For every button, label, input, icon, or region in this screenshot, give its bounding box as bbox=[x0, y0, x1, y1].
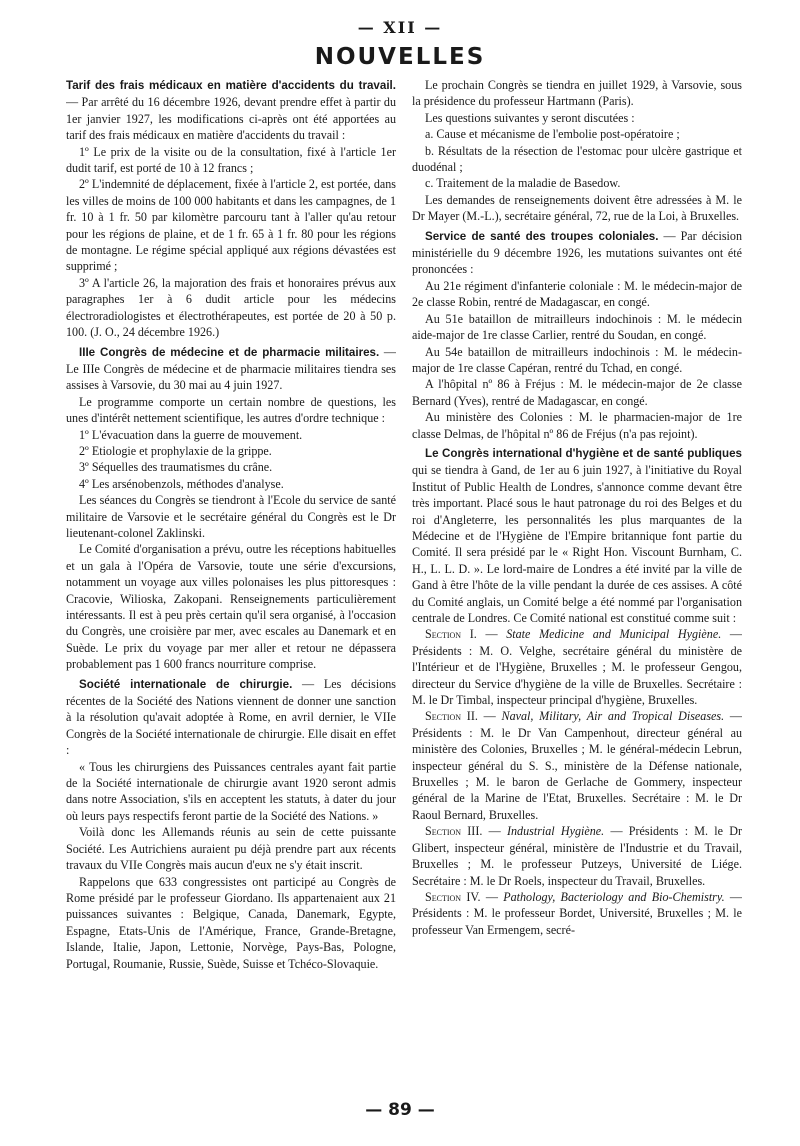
text-congres: — Le IIIe Congrès de médecine et de pharmacie militaires tiendra ses assises à Varsovie, du 30 mai au 4 juin 1927. bbox=[66, 344, 396, 393]
programme-item-3: 3º Séquelles des traumatismes du crâne. bbox=[79, 460, 273, 475]
page-number-top: — XII — bbox=[357, 18, 443, 37]
section-2-label: Section II. bbox=[425, 709, 478, 724]
section-3-text: — Présidents : M. le Dr Glibert, inspecteur général, ministère de l'Industrie et du Travail, Bruxelles ; M. le professeur Putzeys, Université de Liége. Secrétaire : M. le Dr Roels, inspecteur du Travail, Bruxelles. bbox=[412, 824, 742, 888]
article-congres bbox=[66, 344, 396, 394]
section-2-text: — Présidents : M. le Dr Van Campenhout, directeur général au ministère des Colonies, Bruxelles ; M. le général-médecin Lebrun, inspecteur général du S. S., ministère de la Défense nationale, Bruxelles ; M. le baron de Gerlache de Gommery, inspecteur général de la Marine de l'Etat, Bruxelles. Secrétaire : M. le Dr Raoul Bernard, Bruxelles. bbox=[412, 709, 742, 822]
programme-item-1: 1º L'évacuation dans la guerre de mouvement. bbox=[79, 427, 303, 442]
section-1-title: State Medicine and Municipal Hygiène. bbox=[506, 627, 722, 642]
section-1-label: Section I. bbox=[425, 627, 477, 642]
mutation-4: A l'hôpital nº 86 à Fréjus : M. le médecin-major de 2e classe Bernard (Yves), rentré de Madagascar, en congé. bbox=[412, 377, 742, 408]
mutation-5: Au ministère des Colonies : M. le pharmacien-major de 1re classe Delmas, de l'hôpital nº 86 de Fréjus (n'a pas rejoint). bbox=[412, 410, 742, 441]
demandes-paragraph: Les demandes de renseignements doivent être adressées à M. le Dr Mayer (M.-L.), secrétaire général, 72, rue de la Loi, à Bruxelles. bbox=[412, 192, 742, 224]
text-hygiene: qui se tiendra à Gand, de 1er au 6 juin 1927, à l'initiative du Royal Institut of Public Health de Londres, s'annonce comme devant être très important. Placé sous le haut patronage du roi des Belges et du roi d'Angleterre, les personnalités les plus marquantes de la Médecine et de l'Hygiène de l'Empire britannique font partie du Comité. Il sera présidé par le « Right Hon. Viscount Burnham, C. H., L. L. D. ». Le lord-maire de Londres a été invité par la ville de Gand à être l'hôte de la ville pendant la durée de ces assises. A côté du Comité anglais, un Comité belge a été nommé par l'organisation centrale de Londres. Ce Comité national est constitué comme suit : bbox=[412, 463, 742, 625]
tarif-item-1: 1º Le prix de la visite ou de la consultation, fixé à l'article 1er dudit tarif, est porté de 10 à 12 francs ; bbox=[66, 144, 396, 176]
comite-paragraph: Le Comité d'organisation a prévu, outre les réceptions habituelles et un gala à l'Opéra de Varsovie, toute une série d'excursions, notamment un voyage aux villes polonaises les plus pittoresques : Cracovie, Wilioska, Zakopani. Renseignements particulièrement intéressants. Il est à peu près certain qu'il sera organisé, à l'occasion du Congrès, une croisière par mer, avec escales au Danemark et en Suède. Le prix du voyage par mer aller et retour ne dépassera probablement pas 1 600 francs nourriture comprise. bbox=[66, 542, 396, 672]
left-column bbox=[66, 77, 396, 1097]
rappelons-paragraph: Rappelons que 633 congressistes ont participé au Congrès de Rome présidé par le professeur Giordano. Ils appartenaient aux 21 puissances suivantes : Belgique, Canada, Danemark, Egypte, Espagne, Etats-Unis de l'Amérique, France, Grande-Bretagne, Islande, Italie, Japon, Lettonie, Norvège, Pays-Bas, Pologne, Portugal, Roumanie, Russie, Suède, Suisse et Tchéco-Slovaquie. bbox=[66, 874, 396, 971]
programme-paragraph: Le programme comporte un certain nombre de questions, les unes d'intérêt nettement scientifique, les autres d'ordre technique : bbox=[66, 394, 396, 426]
section-4-title: Pathology, Bacteriology and Bio-Chemistry. bbox=[503, 889, 725, 904]
tarif-item-2: 2º L'indemnité de déplacement, fixée à l'article 2, est portée, dans les villes de moins de 100 000 habitants et dans les campagnes, de 1 fr. 10 à 1 fr. 50 par kilomètre parcouru tant à l'aller qu'au retour pour les régions de plaine, et de 1 fr. 65 à 1 fr. 80 pour les régions de montagne. Le régime spécial appliqué aux régions dévastées est supprimé ; bbox=[66, 177, 396, 274]
article-tarif bbox=[66, 77, 396, 144]
article-sante bbox=[412, 228, 742, 278]
text-sante: — Par décision ministérielle du 9 décembre 1926, les mutations suivantes ont été prononcées : bbox=[412, 228, 742, 277]
mutation-3: Au 54e bataillon de mitrailleurs indochinois : M. le médecin-major de 1re classe Capéran, rentré du Tchad, en congé. bbox=[412, 344, 742, 375]
heading-hygiene: Le Congrès international d'hygiène et de santé publiques bbox=[425, 446, 742, 460]
programme-item-4: 4º Les arsénobenzols, méthodes d'analyse. bbox=[79, 476, 284, 491]
text-chirurgie: — Les décisions récentes de la Société des Nations viennent de donner une sanction à la résolution qu'avait adoptée à Rome, en avril dernier, le VIIe Congrès de la Société internationale de chirurgie. Elle disait en effet : bbox=[66, 676, 396, 758]
article-chirurgie bbox=[66, 676, 396, 759]
section-title: NOUVELLES bbox=[314, 44, 486, 70]
section-1-text: — Présidents : M. O. Velghe, secrétaire général du ministère de l'Intérieur et de l'Hygiène, Bruxelles ; M. le professeur Gengou, directeur du Service d'hygiène de la ville de Bruxelles. Secrétaire : M. le Dr Timbal, inspecteur principal d'hygiène, Bruxelles. bbox=[412, 627, 742, 708]
section-4: Section IV. — Pathology, Bacteriology and Bio-Chemistry. — Présidents : M. le professeur Bordet, Université, Bruxelles ; M. le professeur Van Ermengem, secré- bbox=[412, 889, 742, 937]
page-number-bottom: — 89 — bbox=[365, 1100, 435, 1120]
questions-paragraph: Les questions suivantes y seront discutées : bbox=[425, 110, 635, 125]
section-3: Section III. — Industrial Hygiène. — Présidents : M. le Dr Glibert, inspecteur général, ministère de l'Industrie et du Travail, Bruxelles ; M. le professeur Putzeys, Université de Liége. Secrétaire : M. le Dr Roels, inspecteur du Travail, Bruxelles. bbox=[412, 824, 742, 888]
heading-congres: IIIe Congrès de médecine et de pharmacie militaires. bbox=[79, 345, 380, 359]
section-2-title: Naval, Military, Air and Tropical Diseases. bbox=[501, 709, 725, 724]
heading-tarif: Tarif des frais médicaux en matière d'accidents du travail. bbox=[66, 79, 396, 92]
section-4-label: Section IV. bbox=[425, 889, 481, 904]
heading-chirurgie: Société internationale de chirurgie. bbox=[79, 677, 293, 691]
section-4-text: — Présidents : M. le professeur Bordet, Université, Bruxelles ; M. le professeur Van Ermengem, secré- bbox=[412, 889, 742, 937]
mutation-2: Au 51e bataillon de mitrailleurs indochinois : M. le médecin aide-major de 1re classe Carlier, rentré du Soudan, en congé. bbox=[412, 311, 742, 343]
question-b: b. Résultats de la résection de l'estomac pour ulcère gastrique et duodénal ; bbox=[412, 143, 742, 175]
article-hygiene bbox=[412, 445, 742, 626]
right-column bbox=[412, 77, 742, 1097]
question-a: a. Cause et mécanisme de l'embolie post-opératoire ; bbox=[425, 127, 680, 142]
prochain-paragraph: Le prochain Congrès se tiendra en juillet 1929, à Varsovie, sous la présidence du professeur Hartmann (Paris). bbox=[412, 78, 742, 109]
programme-item-2: 2º Etiologie et prophylaxie de la grippe. bbox=[79, 443, 272, 458]
seances-paragraph: Les séances du Congrès se tiendront à l'Ecole du service de santé militaire de Varsovie et le secrétaire général du Congrès est le Dr lieutenant-colonel Zaklinski. bbox=[66, 493, 396, 540]
text-tarif: — Par arrêté du 16 décembre 1926, devant prendre effet à partir du 1er janvier 1927, les modifications ci-après ont été apportées au tarif des frais médicaux en matière d'accidents du travail : bbox=[66, 95, 396, 143]
section-3-title: Industrial Hygiène. bbox=[506, 824, 605, 839]
mutation-1: Au 21e régiment d'infanterie coloniale : M. le médecin-major de 2e classe Robin, rentré de Madagascar, en congé. bbox=[412, 278, 742, 310]
chirurgie-quote: « Tous les chirurgiens des Puissances centrales ayant fait partie de la Société internationale de chirurgie avant 1920 seront admis dans notre Association, s'ils en acceptent les statuts, à dater du jour où leurs pays respectifs feront partie de la Société des Nations. » bbox=[66, 759, 396, 823]
question-c: c. Traitement de la maladie de Basedow. bbox=[425, 176, 621, 191]
tarif-item-3: 3º A l'article 26, la majoration des frais et honoraires prévus aux paragraphes 1er à 6 dudit article pour les médecins électroradiologistes et électrothérapeutes, est portée de 20 à 50 p. 100. (J. O., 24 décembre 1926.) bbox=[66, 275, 396, 340]
heading-sante: Service de santé des troupes coloniales. bbox=[425, 229, 659, 243]
voila-paragraph: Voilà donc les Allemands réunis au sein de cette puissante Société. Les Autrichiens auraient pu déjà prendre part aux récents travaux du VIIe Congrès mais aucun d'eux ne s'y était inscrit. bbox=[66, 825, 396, 873]
section-2: Section II. — Naval, Military, Air and Tropical Diseases. — Présidents : M. le Dr Van Campenhout, directeur général au ministère des Colonies, Bruxelles ; M. le général-médecin Lebrun, inspecteur général du S. S., ministère de la Défense nationale, Bruxelles ; M. le baron de Gerlache de Gommery, inspecteur général de la Marine de l'Etat, Bruxelles. Secrétaire : M. le Dr Raoul Bernard, Bruxelles. bbox=[412, 709, 742, 822]
section-1: Section I. — State Medicine and Municipal Hygiène. — Présidents : M. O. Velghe, secrétaire général du ministère de l'Intérieur et de l'Hygiène, Bruxelles ; M. le professeur Gengou, directeur du Service d'hygiène de la ville de Bruxelles. Secrétaire : M. le Dr Timbal, inspecteur principal d'hygiène, Bruxelles. bbox=[412, 627, 742, 708]
section-3-label: Section III. bbox=[425, 824, 483, 839]
